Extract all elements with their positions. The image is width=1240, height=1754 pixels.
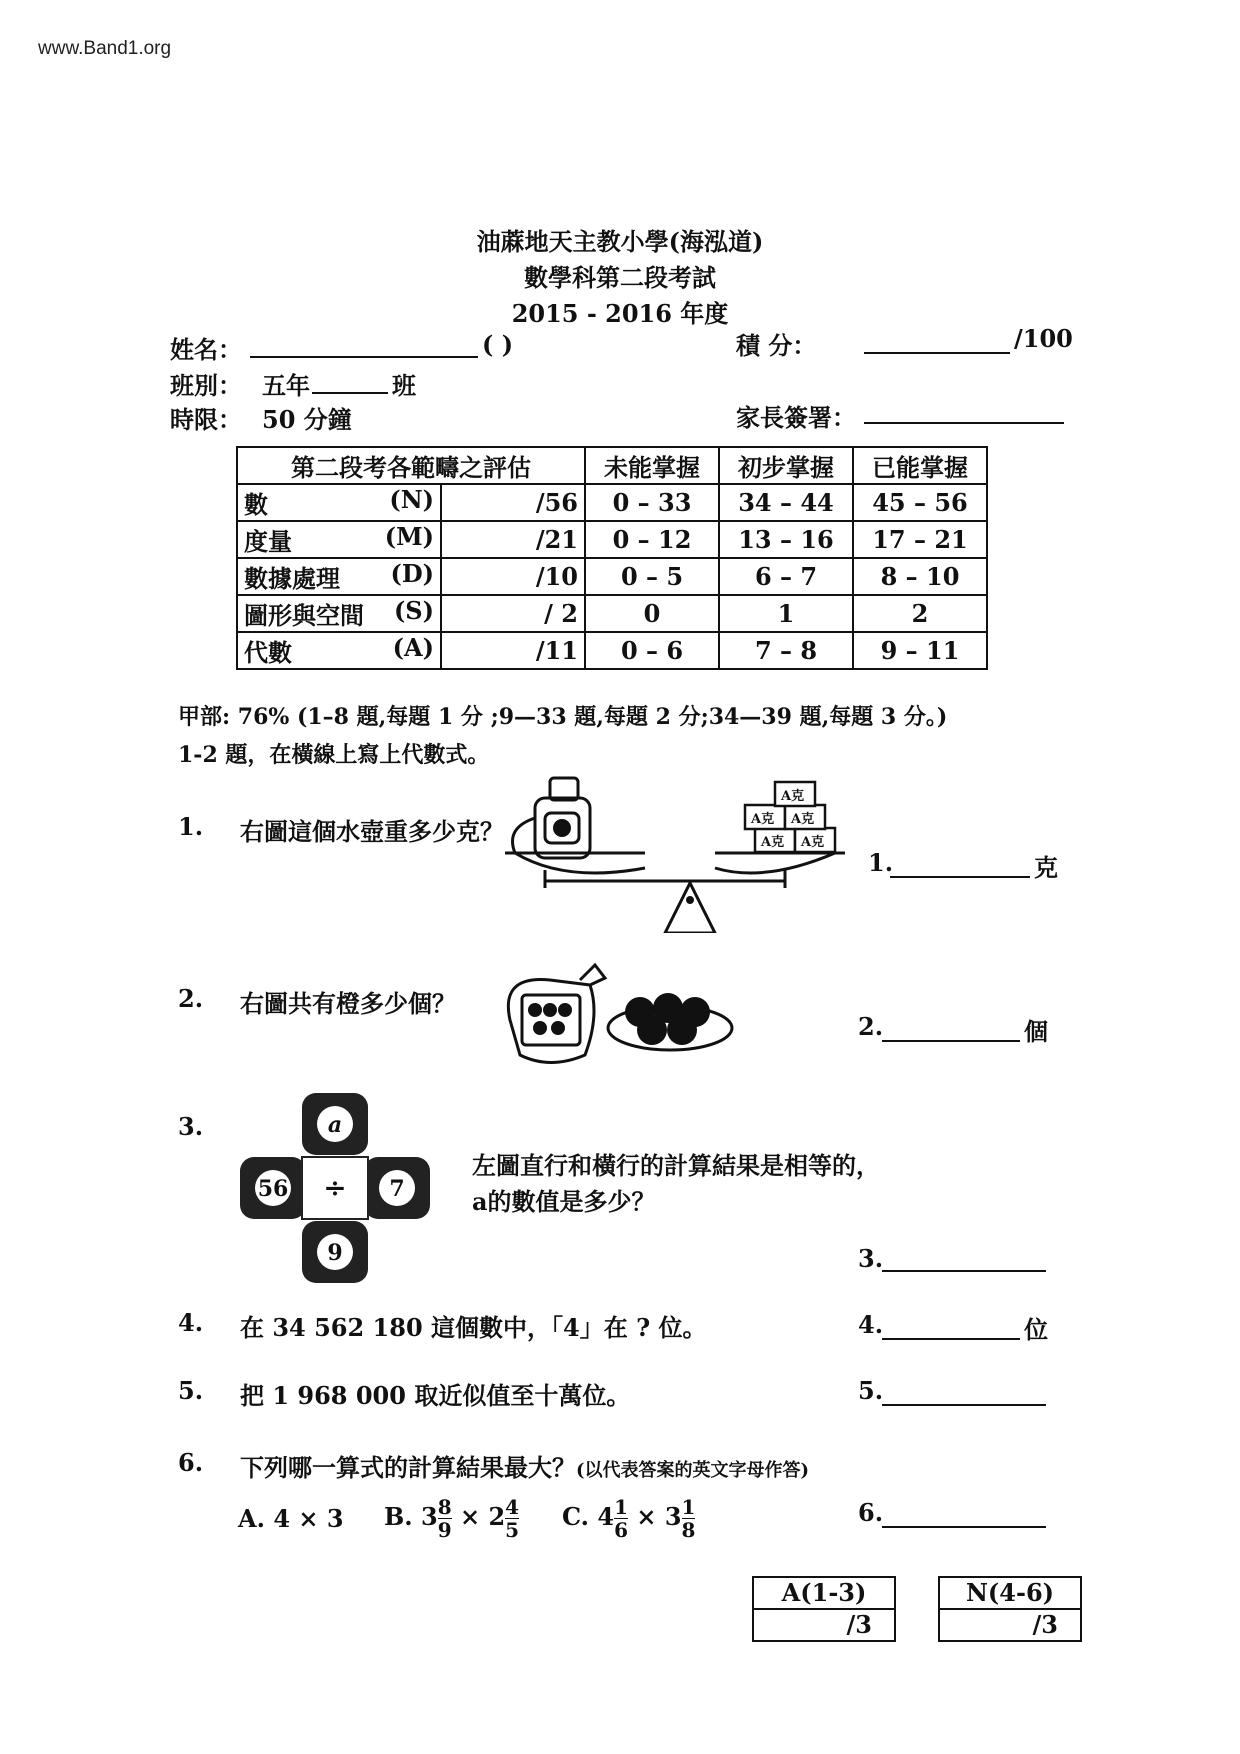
q1-answer-number: 1.: [868, 848, 894, 877]
level-cell: 13 – 16: [719, 521, 853, 558]
q5-number: 5.: [178, 1376, 204, 1405]
level-cell: 0: [585, 595, 719, 632]
q3-answer-number: 3.: [858, 1244, 884, 1273]
score-box-title: A(1-3): [781, 1578, 867, 1607]
level-cell: 0 – 12: [585, 521, 719, 558]
weight-block-label: A克: [791, 812, 815, 827]
assessment-table: [236, 446, 988, 670]
q6-answer-number: 6.: [858, 1498, 884, 1527]
class-number-paren: ( ): [482, 330, 514, 359]
table-header-cell: 第二段考各範疇之評估: [237, 447, 585, 484]
weight-block-label: A克: [781, 789, 805, 804]
exam-title: 數學科第二段考試: [524, 263, 716, 292]
parent-signature-label: 家長簽署：: [736, 403, 856, 432]
level-cell: 8 – 10: [853, 558, 987, 595]
table-row: [237, 521, 987, 558]
q3-answer-field[interactable]: [882, 1244, 1046, 1272]
level-cell: 0 – 33: [585, 484, 719, 521]
level-cell: 45 – 56: [853, 484, 987, 521]
score-box-value: /3: [940, 1608, 1080, 1640]
score-box-title: N(4-6): [965, 1578, 1054, 1607]
weight-block-label: A克: [751, 812, 775, 827]
section-heading: 甲部: 76% (1–8 題,每題 1 分 ;9—33 題,每題 2 分;34—39 題,每題 3 分。): [178, 704, 948, 730]
weight-block-label: A克: [761, 835, 785, 850]
area-cell: 數據處理 (D): [237, 558, 441, 595]
table-row: [237, 595, 987, 632]
area-cell: 代數 (A): [237, 632, 441, 669]
table-header-row: [237, 447, 987, 484]
q2-text: 右圖共有橙多少個？: [240, 989, 456, 1018]
q6-option-c: C. 4 $\frac{1}{6}$ × 3 $\frac{1}{8}$: [562, 1495, 696, 1542]
q2-answer-number: 2.: [858, 1012, 884, 1041]
table-header-cell: 未能掌握: [585, 447, 719, 484]
name-label: 姓名：: [170, 335, 242, 364]
cross-center-operator: ÷: [323, 1171, 347, 1204]
school-name: 油蔴地天主教小學(海泓道): [476, 227, 764, 256]
site-url: www.Band1.org: [38, 38, 172, 59]
q4-unit: 位: [1024, 1315, 1048, 1344]
max-cell: /11: [441, 632, 585, 669]
level-cell: 0 – 5: [585, 558, 719, 595]
score-label: 積 分：: [736, 331, 817, 360]
balance-scale-illustration: [505, 758, 875, 933]
q6-answer-field[interactable]: [882, 1500, 1046, 1528]
q4-answer-number: 4.: [858, 1310, 884, 1339]
level-cell: 2: [853, 595, 987, 632]
area-cell: 圖形與空間 (S): [237, 595, 441, 632]
cross-bottom-value: 9: [327, 1240, 343, 1266]
q4-text: 在 34 562 180 這個數中，「4」在 ? 位。: [240, 1313, 707, 1342]
cross-top-value: a: [327, 1112, 343, 1138]
table-row: [237, 632, 987, 669]
q1-answer-field[interactable]: [890, 850, 1030, 878]
q2-answer-field[interactable]: [882, 1014, 1020, 1042]
max-cell: / 2: [441, 595, 585, 632]
max-cell: /10: [441, 558, 585, 595]
score-box-number: [938, 1576, 1082, 1642]
q3-text-line2: a的數值是多少？: [472, 1187, 656, 1216]
level-cell: 6 – 7: [719, 558, 853, 595]
table-header-cell: 初步掌握: [719, 447, 853, 484]
q6-number: 6.: [178, 1448, 204, 1477]
q5-text: 把 1 968 000 取近似值至十萬位。: [240, 1381, 631, 1410]
q6-option-a: A. 4 × 3: [238, 1504, 344, 1533]
q3-number: 3.: [178, 1112, 204, 1141]
parent-signature-field[interactable]: [864, 396, 1064, 424]
q2-unit: 個: [1024, 1017, 1048, 1046]
cross-left-value: 56: [257, 1176, 289, 1202]
score-box-algebra: [752, 1576, 896, 1642]
q5-answer-field[interactable]: [882, 1378, 1046, 1406]
time-label: 時限：: [170, 405, 242, 434]
table-row: [237, 558, 987, 595]
max-cell: /56: [441, 484, 585, 521]
q2-number: 2.: [178, 984, 204, 1013]
level-cell: 7 – 8: [719, 632, 853, 669]
max-cell: /21: [441, 521, 585, 558]
q6-text: 下列哪一算式的計算結果最大？(以代表答案的英文字母作答): [240, 1453, 810, 1482]
q1-unit: 克: [1034, 853, 1058, 882]
q1-number: 1.: [178, 812, 204, 841]
class-suffix: 班: [392, 371, 416, 400]
score-total: /100: [1014, 324, 1073, 353]
level-cell: 34 – 44: [719, 484, 853, 521]
level-cell: 0 – 6: [585, 632, 719, 669]
section-instruction: 1-2 題，在橫線上寫上代數式。: [178, 742, 490, 768]
class-field[interactable]: [312, 366, 388, 394]
table-row: [237, 484, 987, 521]
area-cell: 數 (N): [237, 484, 441, 521]
q4-number: 4.: [178, 1308, 204, 1337]
division-cross-diagram: [240, 1093, 430, 1283]
level-cell: 9 – 11: [853, 632, 987, 669]
q6-option-b: B. 3 $\frac{8}{9}$ × 2 $\frac{4}{5}$: [384, 1495, 520, 1542]
cross-right-value: 7: [389, 1176, 405, 1202]
time-value: 50 分鐘: [262, 405, 352, 434]
table-header-cell: 已能掌握: [853, 447, 987, 484]
oranges-illustration: [490, 960, 740, 1070]
school-year: 2015 - 2016 年度: [511, 299, 729, 328]
q1-text: 右圖這個水壺重多少克？: [240, 817, 504, 846]
q4-answer-field[interactable]: [882, 1312, 1020, 1340]
class-grade: 五年: [262, 371, 310, 400]
level-cell: 17 – 21: [853, 521, 987, 558]
level-cell: 1: [719, 595, 853, 632]
score-field[interactable]: [864, 326, 1010, 354]
score-box-value: /3: [754, 1608, 894, 1640]
area-cell: 度量 (M): [237, 521, 441, 558]
weight-block-label: A克: [801, 835, 825, 850]
q5-answer-number: 5.: [858, 1376, 884, 1405]
name-field[interactable]: [250, 330, 478, 358]
class-label: 班別：: [170, 371, 242, 400]
q3-text-line1: 左圖直行和橫行的計算結果是相等的，: [472, 1151, 880, 1180]
